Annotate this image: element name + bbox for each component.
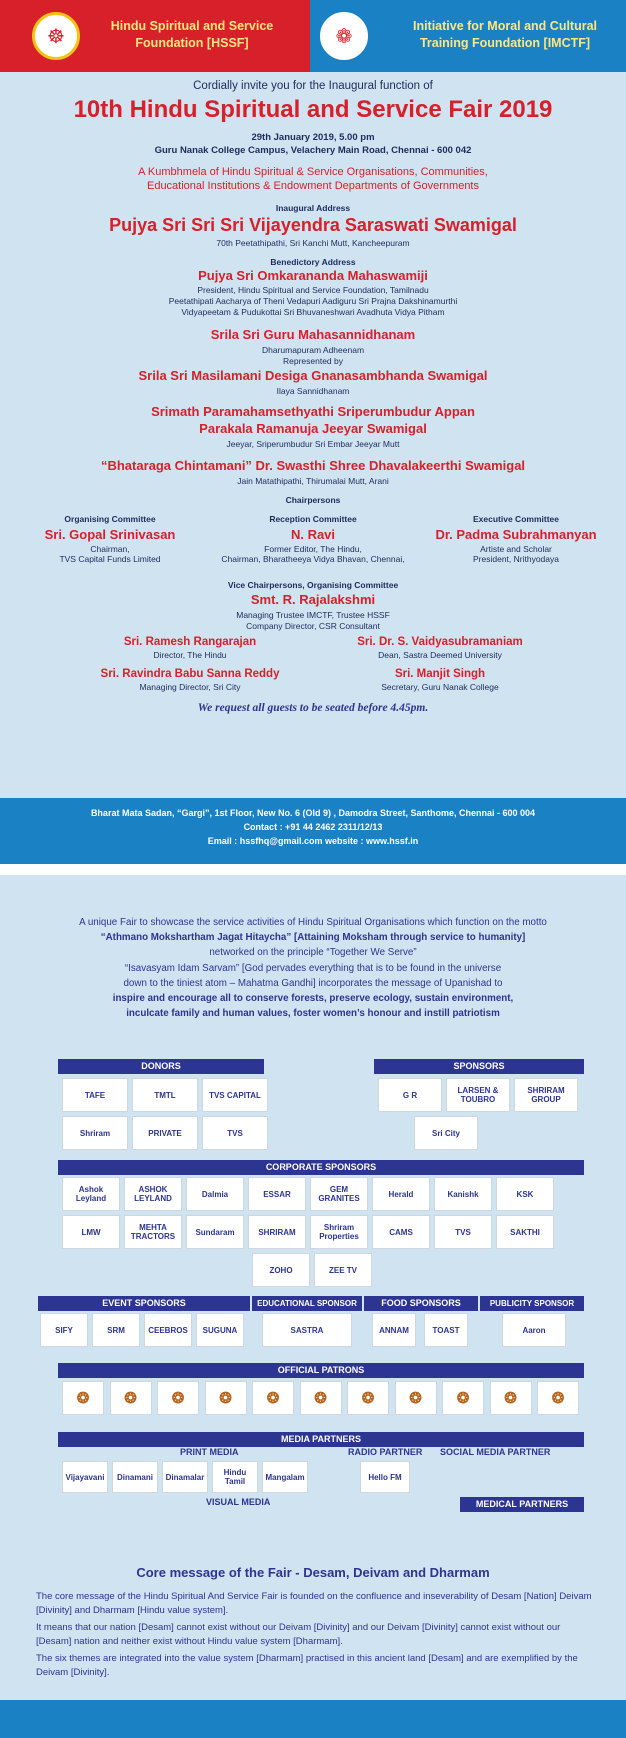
footer-email-website: Email : hssfhq@gmail.com website : www.hssf.in	[207, 836, 419, 846]
seating-request: We request all guests to be seated before 4.45pm.	[197, 702, 429, 714]
ilaya-sannidhanam: Ilaya Sannidhanam	[276, 386, 350, 396]
event-logo: SRM	[92, 1313, 140, 1347]
jeeyar-role: Jeeyar, Sriperumbudur Sri Embar Jeeyar Mutt	[226, 439, 400, 449]
about-line: inculcate family and human values, foster women’s honour and instill patriotism	[126, 1008, 500, 1020]
represented-by: Represented by	[282, 356, 343, 366]
vice-vaidya	[320, 636, 560, 660]
event-band: EVENT SPONSORS	[38, 1296, 250, 1311]
print-logo: Vijayavani	[62, 1461, 108, 1493]
vice-ramesh	[80, 636, 300, 660]
about-line: A unique Fair to showcase the service activities of Hindu Spiritual Organisations which function on the motto	[79, 917, 547, 928]
social-media-label: SOCIAL MEDIA PARTNER	[440, 1447, 551, 1457]
vice-vaidya-name: Sri. Dr. S. Vaidyasubramaniam	[357, 636, 523, 648]
donors-logo: TMTL	[132, 1078, 198, 1112]
vice-vaidya-role: Dean, Sastra Deemed University	[378, 650, 502, 660]
publicity-band: PUBLICITY SPONSOR	[480, 1296, 584, 1311]
donors-band: DONORS	[58, 1059, 264, 1074]
benedictory-label: Benedictory Address	[270, 257, 356, 267]
desc-line-2: Educational Institutions & Endowment Departments of Governments	[146, 180, 479, 192]
print-media-label: PRINT MEDIA	[180, 1447, 239, 1457]
core-title: Core message of the Fair - Desam, Deivam and Dharmam	[136, 1565, 490, 1580]
donors-logo: TAFE	[62, 1078, 128, 1112]
inaugural-label: Inaugural Address	[275, 203, 351, 213]
event-logo: CEEBROS	[144, 1313, 192, 1347]
benedictory-role-3: Vidyapeetam & Pudukottai Sri Bhuvaneshwari Avadhuta Vidya Pitham	[181, 307, 445, 317]
core-paragraph-1: The core message of the Hindu Spiritual And Service Fair is founded on the confluence and inseverability of Desam [Nation] Deivam [Divinity] and Dharmam [Hindu value system].	[36, 1591, 592, 1616]
vice-ramesh-name: Sri. Ramesh Rangarajan	[123, 636, 257, 648]
hssf-emblem-icon: ☸	[32, 12, 80, 60]
food-band: FOOD SPONSORS	[364, 1296, 478, 1311]
sponsors-logo: Sri City	[414, 1116, 478, 1150]
radio-partner-label: RADIO PARTNER	[348, 1447, 423, 1457]
event-date: 29th January 2019, 5.00 pm	[251, 132, 375, 143]
official-patron-emblem-icon: ❂	[62, 1381, 104, 1415]
bottom-bar	[0, 1700, 626, 1738]
chair-organising-name: Sri. Gopal Srinivasan	[44, 527, 176, 542]
corporate-logo: Sundaram	[186, 1215, 244, 1249]
corporate-logo: Ashok Leyland	[62, 1177, 120, 1211]
vice-role-1: Managing Trustee IMCTF, Trustee HSSF	[236, 610, 390, 620]
medical-band: MEDICAL PARTNERS	[460, 1497, 584, 1512]
event-venue: Guru Nanak College Campus, Velachery Main Road, Chennai - 600 042	[154, 145, 472, 156]
invitation-page	[0, 0, 626, 864]
official-patron-emblem-icon: ❂	[157, 1381, 199, 1415]
print-logo: Dinamani	[112, 1461, 158, 1493]
sponsors-logo: G R	[378, 1078, 442, 1112]
vice-role-2: Company Director, CSR Consultant	[246, 621, 380, 631]
chair-executive-role-2: President, Nrithyodaya	[473, 554, 559, 564]
media-partners-band: MEDIA PARTNERS	[58, 1432, 584, 1447]
publicity-logo: Aaron	[502, 1313, 566, 1347]
chair-executive-name: Dr. Padma Subrahmanyan	[435, 527, 597, 542]
corporate-logo: KSK	[496, 1177, 554, 1211]
invite-line: Cordially invite you for the Inaugural function of	[193, 80, 433, 92]
inaugural-role: 70th Peetathipathi, Sri Kanchi Mutt, Kancheepuram	[216, 238, 410, 248]
imctf-emblem-icon: ❁	[320, 12, 368, 60]
chair-organising-label: Organising Committee	[64, 514, 156, 524]
chair-executive-role-1: Artiste and Scholar	[480, 544, 552, 554]
corporate-logo: ASHOK LEYLAND	[124, 1177, 182, 1211]
sponsors-band: SPONSORS	[374, 1059, 584, 1074]
vice-name: Smt. R. Rajalakshmi	[250, 592, 376, 607]
corporate-logo: Kanishk	[434, 1177, 492, 1211]
sponsors-logo: SHRIRAM GROUP	[514, 1078, 578, 1112]
about-line: down to the tiniest atom – Mahatma Gandhi] incorporates the message of Upanishad to	[123, 977, 503, 989]
corporate-logo: Dalmia	[186, 1177, 244, 1211]
print-logo: Hindu Tamil	[212, 1461, 258, 1493]
vice-manjit	[320, 668, 560, 692]
chair-reception-role-2: Chairman, Bharatheeya Vidya Bhavan, Chennai,	[221, 554, 405, 564]
official-patron-emblem-icon: ❂	[110, 1381, 152, 1415]
chair-reception	[200, 514, 426, 564]
benedictory-role-2: Peetathipati Aacharya of Theni Vedapuri Aadiguru Sri Prajna Dakshinamurthi	[168, 296, 458, 306]
header-bar	[0, 0, 626, 72]
chair-organising-role-2: TVS Capital Funds Limited	[59, 554, 161, 564]
corporate-logo: CAMS	[372, 1215, 430, 1249]
chair-organising-role-1: Chairman,	[90, 544, 130, 554]
official-patron-emblem-icon: ❂	[395, 1381, 437, 1415]
contact-footer	[0, 798, 626, 864]
corporate-logo: Shriram Properties	[310, 1215, 368, 1249]
vice-ramesh-role: Director, The Hindu	[153, 650, 227, 660]
footer-address: Bharat Mata Sadan, “Gargi”, 1st Floor, New No. 6 (Old 9) , Damodra Street, Santhome, Chennai - 600 004	[90, 808, 536, 818]
inaugural-name: Pujya Sri Sri Sri Vijayendra Saraswati Swamigal	[109, 215, 517, 235]
corporate-logo: ZEE TV	[314, 1253, 372, 1287]
official-patron-emblem-icon: ❂	[252, 1381, 294, 1415]
donors-logo: TVS CAPITAL	[202, 1078, 268, 1112]
sponsors-page	[0, 875, 626, 1738]
official-patron-emblem-icon: ❂	[490, 1381, 532, 1415]
print-logo: Dinamalar	[162, 1461, 208, 1493]
official-patron-emblem-icon: ❂	[300, 1381, 342, 1415]
benedictory-role-1: President, Hindu Spiritual and Service Foundation, Tamilnadu	[197, 285, 429, 295]
jain-name: “Bhataraga Chintamani” Dr. Swasthi Shree Dhavalakeerthi Swamigal	[100, 458, 526, 473]
event-logo: SUGUNA	[196, 1313, 244, 1347]
corporate-logo: ZOHO	[252, 1253, 310, 1287]
food-logo: ANNAM	[372, 1313, 416, 1347]
corporate-logo: LMW	[62, 1215, 120, 1249]
corporate-band: CORPORATE SPONSORS	[58, 1160, 584, 1175]
chair-reception-name: N. Ravi	[290, 527, 336, 542]
corporate-logo: MEHTA TRACTORS	[124, 1215, 182, 1249]
core-paragraph-2: It means that our nation [Desam] cannot exist without our Deivam [Divinity] and our Deivam [Divinity] cannot exist without our [Desam] nation and neither exist without Hindu value system [Dharmam].	[36, 1622, 561, 1647]
about-line: “Athmano Mokshartham Jagat Hitaycha” [Attaining Moksham through service to humanity]	[100, 932, 526, 944]
vice-manjit-role: Secretary, Guru Nanak College	[381, 682, 499, 692]
corporate-logo: TVS	[434, 1215, 492, 1249]
official-patron-emblem-icon: ❂	[442, 1381, 484, 1415]
fair-title: 10th Hindu Spiritual and Service Fair 2019	[73, 96, 553, 123]
about-fair	[20, 915, 606, 1021]
chair-reception-label: Reception Committee	[269, 514, 357, 524]
about-line: networked on the principle “Together We Serve”	[209, 947, 417, 959]
official-patron-emblem-icon: ❂	[205, 1381, 247, 1415]
corporate-logo: Herald	[372, 1177, 430, 1211]
vice-label: Vice Chairpersons, Organising Committee	[227, 580, 399, 590]
event-logo: SIFY	[40, 1313, 88, 1347]
jeeyar-name-1: Srimath Paramahamsethyathi Sriperumbudur Appan	[151, 404, 475, 419]
official-patron-emblem-icon: ❂	[347, 1381, 389, 1415]
chair-executive	[416, 514, 616, 564]
official-patrons-band: OFFICIAL PATRONS	[58, 1363, 584, 1378]
corporate-logo: SAKTHI	[496, 1215, 554, 1249]
vice-ravindra-name: Sri. Ravindra Babu Sanna Reddy	[100, 668, 280, 680]
jeeyar-name-2: Parakala Ramanuja Jeeyar Swamigal	[199, 421, 427, 436]
vice-ravindra	[80, 668, 300, 692]
official-patron-emblem-icon: ❂	[537, 1381, 579, 1415]
footer-contact: Contact : +91 44 2462 2311/12/13	[243, 822, 383, 832]
corporate-logo: SHRIRAM	[248, 1215, 306, 1249]
donors-logo: TVS	[202, 1116, 268, 1150]
chair-executive-label: Executive Committee	[473, 514, 559, 524]
chair-organising	[10, 514, 210, 564]
donors-logo: Shriram	[62, 1116, 128, 1150]
benedictory-name: Pujya Sri Omkarananda Mahaswamiji	[198, 268, 428, 283]
guru-representative: Srila Sri Masilamani Desiga Gnanasambhanda Swamigal	[138, 368, 488, 383]
donors-logo: PRIVATE	[132, 1116, 198, 1150]
educational-logo: SASTRA	[262, 1313, 352, 1347]
chairpersons-label: Chairpersons	[285, 495, 341, 505]
core-paragraph-3: The six themes are integrated into the value system [Dharmam] practised in this ancient land [Desam] and are exemplified by the Deivam [Divinity].	[36, 1653, 578, 1678]
guru-role: Dharumapuram Adheenam	[261, 345, 365, 355]
vice-manjit-name: Sri. Manjit Singh	[394, 668, 486, 680]
about-line: “Isavasyam Idam Sarvam” [God pervades everything that is to be found in the universe	[124, 962, 502, 974]
imctf-banner	[310, 0, 626, 72]
corporate-logo: ESSAR	[248, 1177, 306, 1211]
vice-ravindra-role: Managing Director, Sri City	[139, 682, 241, 692]
jain-role: Jain Matathipathi, Thirumalai Mutt, Arani	[237, 476, 389, 486]
educational-band: EDUCATIONAL SPONSOR	[252, 1296, 362, 1311]
hssf-name: Hindu Spiritual and Service Foundation [HSSF]	[110, 19, 274, 50]
imctf-name: Initiative for Moral and Cultural Training Foundation [IMCTF]	[412, 19, 598, 50]
radio-logo: Hello FM	[360, 1461, 410, 1493]
chair-reception-role-1: Former Editor, The Hindu,	[264, 544, 362, 554]
desc-line-1: A Kumbhmela of Hindu Spiritual & Service Organisations, Communities,	[138, 166, 488, 178]
sponsors-logo: LARSEN & TOUBRO	[446, 1078, 510, 1112]
visual-media-label: VISUAL MEDIA	[206, 1497, 271, 1507]
print-logo: Mangalam	[262, 1461, 308, 1493]
hssf-banner	[0, 0, 310, 72]
about-line: inspire and encourage all to conserve forests, preserve ecology, sustain environment,	[112, 993, 514, 1005]
food-logo: TOAST	[424, 1313, 468, 1347]
corporate-logo: GEM GRANITES	[310, 1177, 368, 1211]
guru-name: Srila Sri Guru Mahasannidhanam	[210, 327, 416, 342]
